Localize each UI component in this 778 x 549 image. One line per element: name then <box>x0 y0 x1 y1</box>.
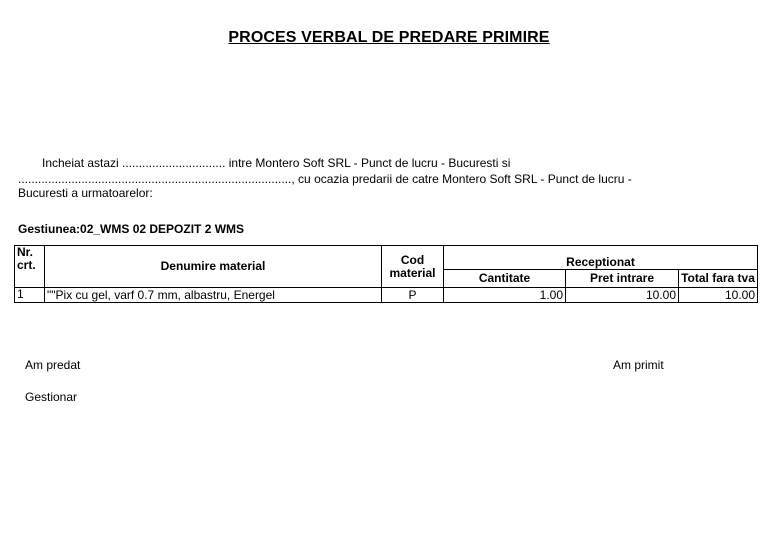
cell-cantitate: 1.00 <box>444 288 566 303</box>
gestiune-label: Gestiunea:02_WMS 02 DEPOZIT 2 WMS <box>18 222 245 236</box>
signature-gestionar: Gestionar <box>25 390 78 404</box>
header-cod-material: Cod material <box>382 246 444 288</box>
intro-line-2: .................................................................................., cu ocazia predarii de catre Montero Soft SRL - Punct de lucru - <box>18 172 632 186</box>
signature-primit: Am primit <box>613 358 664 372</box>
table-row <box>15 288 758 303</box>
header-receptionat: Receptionat <box>444 246 758 270</box>
cell-denumire: ""Pix cu gel, varf 0.7 mm, albastru, Energel <box>45 288 382 303</box>
intro-line-3: Bucuresti a urmatoarelor: <box>18 186 153 200</box>
items-table <box>14 245 758 303</box>
cell-cod: P <box>382 288 444 303</box>
header-pret-intrare: Pret intrare <box>566 270 679 288</box>
intro-line-1: Incheiat astazi ............................... intre Montero Soft SRL - Punct de lucru - Bucuresti si <box>42 156 511 170</box>
cell-pret: 10.00 <box>566 288 679 303</box>
header-cantitate: Cantitate <box>444 270 566 288</box>
header-total-fara-tva: Total fara tva <box>679 270 758 288</box>
signature-predat: Am predat <box>25 358 81 372</box>
document-title: PROCES VERBAL DE PREDARE PRIMIRE <box>228 29 550 46</box>
cell-total: 10.00 <box>679 288 758 303</box>
cell-nr: 1 <box>15 288 45 303</box>
header-denumire-material: Denumire material <box>45 246 382 288</box>
header-nr-crt: Nr. crt. <box>15 246 45 288</box>
table-header-row <box>15 246 758 270</box>
